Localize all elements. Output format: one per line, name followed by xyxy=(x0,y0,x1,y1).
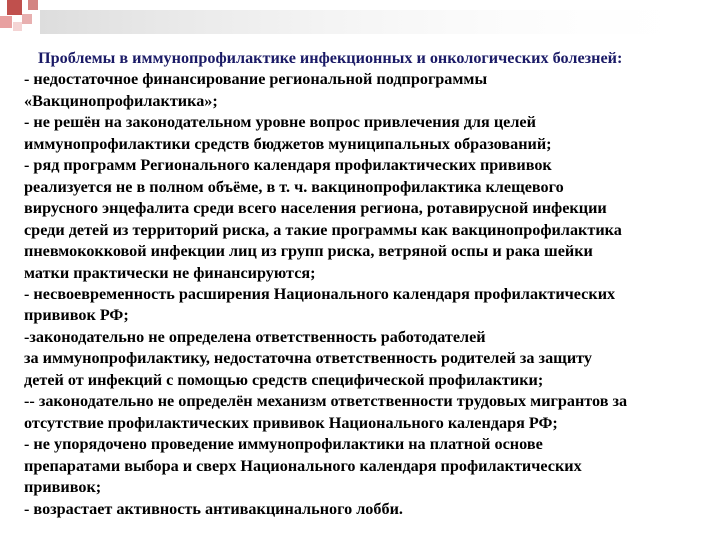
text-line: прививок РФ; xyxy=(24,306,129,325)
text-line: детей от инфекций с помощью средств специфической профилактики; xyxy=(24,370,544,389)
text-line: препаратами выбора и сверх Национального календаря профилактических xyxy=(24,456,582,475)
text-line: -законодательно не определена ответственность работодателей xyxy=(24,327,486,346)
text-line: иммунопрофилактики средств бюджетов муниципальных образований; xyxy=(24,134,552,153)
text-line: «Вакцинопрофилактика»; xyxy=(24,91,218,110)
text-line: - несвоевременность расширения Национального календаря профилактических xyxy=(24,284,616,303)
accent-square-1 xyxy=(7,0,22,15)
text-line: -- законодательно не определён механизм ответственности трудовых мигрантов за xyxy=(24,392,628,411)
text-line: вирусного энцефалита среди всего населения региона, ротавирусной инфекции xyxy=(24,199,607,218)
text-line: отсутствие профилактических прививок Национального календаря РФ; xyxy=(24,413,558,432)
slide-title: Проблемы в иммунопрофилактике инфекционных и онкологических болезней: xyxy=(38,49,623,67)
problem-list xyxy=(24,69,714,520)
text-line: - не решён на законодательном уровне вопрос привлечения для целей xyxy=(24,113,536,132)
text-line: реализуется не в полном объёме, в т. ч. вакцинопрофилактика клещевого xyxy=(24,177,564,196)
accent-square-3 xyxy=(13,22,22,31)
decorative-header-squares xyxy=(0,0,720,50)
text-line: - недостаточное финансирование региональной подпрограммы xyxy=(24,70,488,89)
text-line: матки практически не финансируются; xyxy=(24,263,316,282)
text-line: пневмококковой инфекции лиц из групп риска, ветряной оспы и рака шейки xyxy=(24,242,593,261)
text-line: за иммунопрофилактику, недостаточна ответственность родителей за защиту xyxy=(24,349,592,368)
accent-square-2 xyxy=(0,16,12,28)
text-line: - возрастает активность антивакцинального лобби. xyxy=(24,499,403,518)
text-line: - ряд программ Регионального календаря профилактических прививок xyxy=(24,156,552,175)
header-gradient-bar xyxy=(40,10,720,34)
accent-square-4 xyxy=(22,14,32,24)
accent-square-5 xyxy=(28,0,38,10)
text-line: прививок; xyxy=(24,478,102,497)
text-line: среди детей из территорий риска, а такие программы как вакцинопрофилактика xyxy=(24,220,622,239)
text-line: - не упорядочено проведение иммунопрофилактики на платной основе xyxy=(24,435,543,454)
slide-body xyxy=(24,48,714,520)
